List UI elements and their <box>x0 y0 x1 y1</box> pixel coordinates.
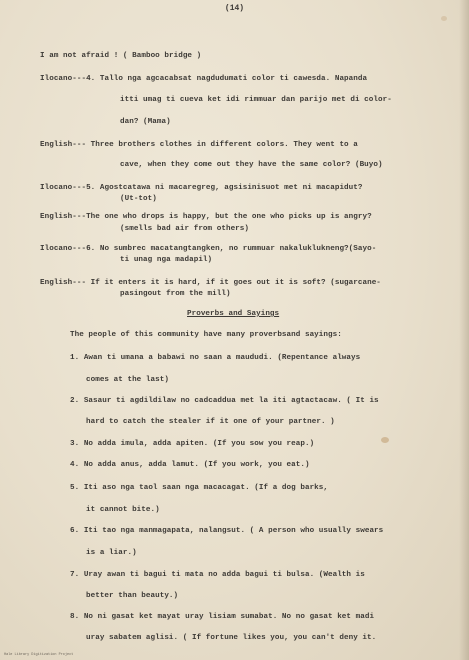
riddle-line: English--- Three brothers clothes in different colors. They went to a <box>40 141 358 149</box>
riddle-line: (Ut-tot) <box>120 195 157 203</box>
stain-spot <box>441 16 447 21</box>
riddle-line: English--- If it enters it is hard, if it goes out it is soft? (sugarcane- <box>40 279 381 287</box>
riddle-line: dan? (Mama) <box>120 118 171 126</box>
riddle-line: pasingout from the mill) <box>120 290 231 298</box>
proverb-continuation: is a liar.) <box>86 549 137 557</box>
proverb-line: 8. No ni gasat ket mayat uray lisiam sumabat. No no gasat ket madi <box>70 613 375 621</box>
proverb-line: 2. Sasaur ti agdildilaw no cadcaddua met la iti agtactacaw. ( It is <box>70 397 379 405</box>
section-heading: Proverbs and Sayings <box>187 310 280 318</box>
riddle-line: Ilocano---4. Tallo nga agcacabsat nagdudumati color ti cawesda. Napanda <box>40 75 368 83</box>
proverb-line: 3. No adda imula, adda apiten. (If you sow you reap.) <box>70 440 315 448</box>
proverb-continuation: comes at the last) <box>86 376 169 384</box>
riddle-line: Ilocano---5. Agostcatawa ni macaregreg, agsisinisuot met ni macapidut? <box>40 184 363 192</box>
stain-spot <box>381 437 389 443</box>
proverb-line: 1. Awan ti umana a babawi no saan a maududi. (Repentance always <box>70 354 361 362</box>
riddle-line: (smells bad air from others) <box>120 225 249 233</box>
proverb-continuation: better than beauty.) <box>86 592 179 600</box>
proverb-continuation: it cannot bite.) <box>86 506 160 514</box>
proverb-continuation: hard to catch the stealer if it one of your partner. ) <box>86 418 335 426</box>
riddle-line: itti umag ti cueva ket idi rimmuar dan parijo met di color- <box>120 96 392 104</box>
proverb-line: 4. No adda anus, adda lamut. (If you work, you eat.) <box>70 461 310 469</box>
proverb-line: 7. Uray awan ti bagui ti mata no adda bagui ti bulsa. (Wealth is <box>70 571 365 579</box>
proverb-line: 6. Iti tao nga manmagapata, nalangsut. ( A person who usually swears <box>70 527 384 535</box>
riddle-line: English---The one who drops is happy, but the one who picks up is angry? <box>40 213 372 221</box>
riddle-line: ti unag nga madapil) <box>120 256 213 264</box>
page-edge-shadow <box>459 0 469 660</box>
riddle-line: cave, when they come out they have the same color? (Buyo) <box>120 161 383 169</box>
proverb-line: 5. Iti aso nga taol saan nga macacagat. (If a dog barks, <box>70 484 328 492</box>
section-intro: The people of this community have many proverbsand sayings: <box>70 331 342 339</box>
page-number: (14) <box>224 4 245 13</box>
riddle-line: I am not afraid ! ( Bamboo bridge ) <box>40 52 202 60</box>
riddle-line: Ilocano---6. No sumbrec macatangtangken, no rummuar nakaluklukneng?(Sayo- <box>40 245 377 253</box>
proverb-continuation: uray sabatem aglisi. ( If fortune likes you, you can't deny it. <box>86 634 377 642</box>
scan-footer: Hale Library Digitization Project <box>4 653 74 657</box>
